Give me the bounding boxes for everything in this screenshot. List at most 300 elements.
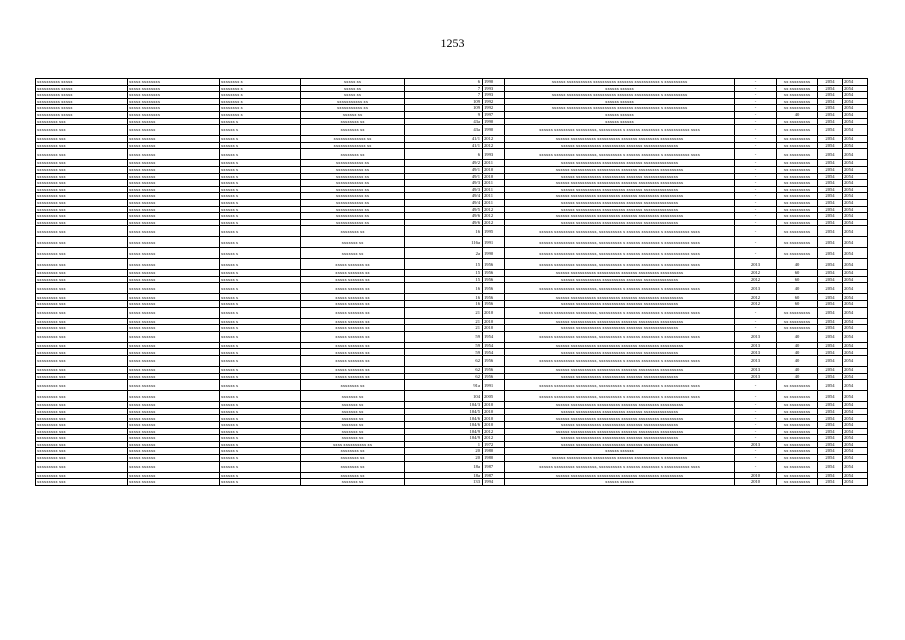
completed-year-cell: - bbox=[735, 226, 777, 237]
percent-cell: xx xxxxxxxxx bbox=[777, 454, 818, 461]
district-cell: xxxxxxxxx xxx bbox=[36, 441, 128, 448]
completed-year-cell: - bbox=[735, 199, 777, 206]
completed-year-cell: - bbox=[735, 422, 777, 429]
percent-cell: xx xxxxxxxxx bbox=[777, 79, 818, 86]
work-type-cell: xxxxxx xxxxxx bbox=[505, 118, 735, 125]
year-cell: 2010 bbox=[483, 307, 505, 318]
street-cell: xxxxx xxxxxxx xx bbox=[301, 325, 405, 332]
locality-cell: xxxxxx x bbox=[220, 349, 301, 356]
work-type-cell: xxxxxx xxxxxxxxxxx xxxxxxxxxx xxxxxxx xxxxxxxxxxxxxxx bbox=[505, 349, 735, 356]
work-type-cell: xxxxxx xxxxxxxxxxx xxxxxxxxxx xxxxxxx xxxxxxxxxxxxxxx bbox=[505, 142, 735, 149]
district-cell: xxxxxxxxx xxx bbox=[36, 307, 128, 318]
year-cell: 1994 bbox=[483, 479, 505, 486]
register-table bbox=[35, 78, 868, 486]
completed-year-cell: - bbox=[735, 160, 777, 167]
settlement-cell: xxxxx xxxxxx bbox=[128, 180, 220, 187]
year-cell: 2012 bbox=[483, 206, 505, 213]
locality-cell: xxxxxx x bbox=[220, 118, 301, 125]
locality-cell: xxxxxx x bbox=[220, 166, 301, 173]
plan-start-cell: 2054 bbox=[818, 219, 843, 226]
house-cell: 43a bbox=[405, 118, 483, 125]
work-type-cell: xxxxxx xxxxxx bbox=[505, 448, 735, 455]
house-cell: 16 bbox=[405, 301, 483, 308]
work-type-cell: xxxxxx xxxxxxxxxxx xxxxxxxxxx xxxxxxx xxxxxxxxx xxxxxxxxxx bbox=[505, 318, 735, 325]
settlement-cell: xxxxx xxxxxx bbox=[128, 307, 220, 318]
year-cell: 1990 bbox=[483, 125, 505, 136]
plan-end-cell: 2054 bbox=[843, 213, 868, 220]
house-cell: 59 bbox=[405, 331, 483, 342]
completed-year-cell: 2012 bbox=[735, 270, 777, 277]
settlement-cell: xxxxx xxxxxx bbox=[128, 367, 220, 374]
completed-year-cell: 2012 bbox=[735, 294, 777, 301]
settlement-cell: xxxxx xxxxxx bbox=[128, 402, 220, 409]
table-row bbox=[36, 356, 868, 367]
locality-cell: xxxxxxxx x bbox=[220, 98, 301, 105]
plan-end-cell: 2054 bbox=[843, 226, 868, 237]
settlement-cell: xxxxx xxxxxx bbox=[128, 301, 220, 308]
table-row bbox=[36, 259, 868, 270]
work-type-cell: xxxxxx xxxxxxxxxxx xxxxxxxxxx xxxxxxx xxxxxxxxx xxxxxxxxxx bbox=[505, 193, 735, 200]
completed-year-cell: - bbox=[735, 248, 777, 259]
plan-start-cell: 2054 bbox=[818, 373, 843, 380]
table-row bbox=[36, 331, 868, 342]
locality-cell: xxxxxx x bbox=[220, 448, 301, 455]
locality-cell: xxxxxx x bbox=[220, 391, 301, 402]
plan-start-cell: 2054 bbox=[818, 448, 843, 455]
plan-start-cell: 2054 bbox=[818, 79, 843, 86]
settlement-cell: xxxxx xxxxxx bbox=[128, 248, 220, 259]
plan-start-cell: 2054 bbox=[818, 142, 843, 149]
plan-start-cell: 2054 bbox=[818, 301, 843, 308]
locality-cell: xxxxxx x bbox=[220, 283, 301, 294]
completed-year-cell: 2013 bbox=[735, 342, 777, 349]
settlement-cell: xxxxx xxxxxx bbox=[128, 125, 220, 136]
completed-year-cell: 2013 bbox=[735, 349, 777, 356]
house-cell: 109 bbox=[405, 105, 483, 112]
work-type-cell: xxxxxx xxxxxxxxx xxxxxxxxx, xxxxxxxxxx x xxxxxx xxxxxxxx x xxxxxxxxxxx xxxx bbox=[505, 331, 735, 342]
percent-cell: xx xxxxxxxxx bbox=[777, 415, 818, 422]
house-cell: 7 bbox=[405, 92, 483, 99]
year-cell: 2010 bbox=[483, 402, 505, 409]
house-cell: 43a bbox=[405, 125, 483, 136]
completed-year-cell: - bbox=[735, 402, 777, 409]
street-cell: xxxxxxxxxxxxxx xx bbox=[301, 136, 405, 143]
year-cell: 2010 bbox=[483, 422, 505, 429]
house-cell: 21 bbox=[405, 325, 483, 332]
locality-cell: xxxxxx x bbox=[220, 441, 301, 448]
table-row bbox=[36, 105, 868, 112]
work-type-cell: xxxxxx xxxxxxxxx xxxxxxxxx, xxxxxxxxxx x xxxxxx xxxxxxxx x xxxxxxxxxxx xxxx bbox=[505, 356, 735, 367]
year-cell: 1993 bbox=[483, 149, 505, 160]
locality-cell: xxxxxx x bbox=[220, 472, 301, 479]
plan-start-cell: 2054 bbox=[818, 237, 843, 248]
house-cell: 49/2 bbox=[405, 160, 483, 167]
street-cell: xxxxx xxxxxxx xx bbox=[301, 367, 405, 374]
percent-cell: xx xxxxxxxxx bbox=[777, 219, 818, 226]
district-cell: xxxxxxxxx xxx bbox=[36, 342, 128, 349]
plan-start-cell: 2054 bbox=[818, 105, 843, 112]
table-row bbox=[36, 428, 868, 435]
percent-cell: 40 bbox=[777, 259, 818, 270]
plan-start-cell: 2054 bbox=[818, 294, 843, 301]
house-cell: 91a bbox=[405, 380, 483, 391]
plan-end-cell: 2054 bbox=[843, 356, 868, 367]
settlement-cell: xxxxx xxxxxxxx bbox=[128, 85, 220, 92]
locality-cell: xxxxxxxx x bbox=[220, 111, 301, 118]
percent-cell: 40 bbox=[777, 283, 818, 294]
percent-cell: 40 bbox=[777, 349, 818, 356]
plan-start-cell: 2054 bbox=[818, 186, 843, 193]
completed-year-cell: - bbox=[735, 186, 777, 193]
percent-cell: xx xxxxxxxxx bbox=[777, 428, 818, 435]
work-type-cell: xxxxxx xxxxxxxxxxx xxxxxxxxxx xxxxxxx xxxxxxxxxxxxxxx bbox=[505, 435, 735, 442]
settlement-cell: xxxxx xxxxxxxx bbox=[128, 98, 220, 105]
percent-cell: xx xxxxxxxxx bbox=[777, 318, 818, 325]
work-type-cell: xxxxxx xxxxxx bbox=[505, 111, 735, 118]
district-cell: xxxxxxxxx xxx bbox=[36, 173, 128, 180]
plan-start-cell: 2054 bbox=[818, 276, 843, 283]
plan-end-cell: 2054 bbox=[843, 435, 868, 442]
street-cell: xxxxxxxxxxxx xx bbox=[301, 219, 405, 226]
register-body bbox=[36, 79, 868, 486]
plan-start-cell: 2054 bbox=[818, 111, 843, 118]
street-cell: xxxxxxxxxxxx xx bbox=[301, 213, 405, 220]
percent-cell: xx xxxxxxxxx bbox=[777, 461, 818, 472]
locality-cell: xxxxxx x bbox=[220, 342, 301, 349]
work-type-cell: xxxxxx xxxxxxxxxxx xxxxxxxxxx xxxxxxx xxxxxxxxxxxxxxx bbox=[505, 186, 735, 193]
year-cell: 1987 bbox=[483, 461, 505, 472]
plan-end-cell: 2054 bbox=[843, 380, 868, 391]
district-cell: xxxxxxxxx xxx bbox=[36, 391, 128, 402]
district-cell: xxxxxxxxx xxx bbox=[36, 206, 128, 213]
district-cell: xxxxxxxxx xxx bbox=[36, 142, 128, 149]
plan-end-cell: 2054 bbox=[843, 479, 868, 486]
settlement-cell: xxxxx xxxxxx bbox=[128, 219, 220, 226]
street-cell: xxxxxxxxxxxx xx bbox=[301, 180, 405, 187]
street-cell: xxxxxxxxxxxxxx xx bbox=[301, 142, 405, 149]
house-cell: 16 bbox=[405, 226, 483, 237]
table-row bbox=[36, 248, 868, 259]
street-cell: xxxxx xxxxxxx xx bbox=[301, 318, 405, 325]
table-row bbox=[36, 448, 868, 455]
plan-end-cell: 2054 bbox=[843, 105, 868, 112]
locality-cell: xxxxxxxx x bbox=[220, 92, 301, 99]
locality-cell: xxxxxx x bbox=[220, 380, 301, 391]
table-row bbox=[36, 472, 868, 479]
year-cell: 1956 bbox=[483, 356, 505, 367]
street-cell: xxxxxxxxxxxx xx bbox=[301, 160, 405, 167]
table-row bbox=[36, 92, 868, 99]
table-row bbox=[36, 380, 868, 391]
settlement-cell: xxxxx xxxxxx bbox=[128, 435, 220, 442]
street-cell: xxxxx xxxxxxx xx bbox=[301, 270, 405, 277]
district-cell: xxxxxxxxx xxx bbox=[36, 422, 128, 429]
plan-start-cell: 2054 bbox=[818, 92, 843, 99]
work-type-cell: xxxxxx xxxxxxxxxxx xxxxxxxxxx xxxxxxx xxxxxxxxx xxxxxxxxxx bbox=[505, 402, 735, 409]
percent-cell: xx xxxxxxxxx bbox=[777, 472, 818, 479]
plan-end-cell: 2054 bbox=[843, 118, 868, 125]
plan-end-cell: 2054 bbox=[843, 472, 868, 479]
locality-cell: xxxxxx x bbox=[220, 160, 301, 167]
table-row bbox=[36, 193, 868, 200]
year-cell: 1987 bbox=[483, 472, 505, 479]
plan-end-cell: 2054 bbox=[843, 415, 868, 422]
locality-cell: xxxxxx x bbox=[220, 270, 301, 277]
plan-start-cell: 2054 bbox=[818, 98, 843, 105]
house-cell: 49/6 bbox=[405, 213, 483, 220]
percent-cell: xx xxxxxxxxx bbox=[777, 391, 818, 402]
year-cell: 2012 bbox=[483, 435, 505, 442]
house-cell: 104/5 bbox=[405, 408, 483, 415]
district-cell: xxxxxxxxx xxx bbox=[36, 186, 128, 193]
house-cell: 18a bbox=[405, 461, 483, 472]
plan-end-cell: 2054 bbox=[843, 270, 868, 277]
district-cell: xxxxxxxxx xxx bbox=[36, 136, 128, 143]
plan-start-cell: 2054 bbox=[818, 270, 843, 277]
locality-cell: xxxxxx x bbox=[220, 199, 301, 206]
district-cell: xxxxxxxxx xxx bbox=[36, 301, 128, 308]
percent-cell: xx xxxxxxxxx bbox=[777, 173, 818, 180]
locality-cell: xxxxxx x bbox=[220, 428, 301, 435]
percent-cell: xx xxxxxxxxx bbox=[777, 105, 818, 112]
completed-year-cell: - bbox=[735, 435, 777, 442]
street-cell: xxxxxxxx xx bbox=[301, 448, 405, 455]
settlement-cell: xxxxx xxxxxx bbox=[128, 136, 220, 143]
year-cell: 1956 bbox=[483, 367, 505, 374]
house-cell: 16 bbox=[405, 294, 483, 301]
house-cell: 6 bbox=[405, 79, 483, 86]
plan-start-cell: 2054 bbox=[818, 85, 843, 92]
work-type-cell: xxxxxx xxxxxxxxxxx xxxxxxxxxx xxxxxxx xxxxxxxxx xxxxxxxxxx bbox=[505, 367, 735, 374]
district-cell: xxxxxxxxxx xxxxx bbox=[36, 79, 128, 86]
percent-cell: xx xxxxxxxxx bbox=[777, 422, 818, 429]
completed-year-cell: - bbox=[735, 325, 777, 332]
table-row bbox=[36, 441, 868, 448]
locality-cell: xxxxxx x bbox=[220, 213, 301, 220]
percent-cell: 40 bbox=[777, 367, 818, 374]
table-row bbox=[36, 125, 868, 136]
work-type-cell: xxxxxx xxxxxxxxx xxxxxxxxx, xxxxxxxxxx x xxxxxx xxxxxxxx x xxxxxxxxxxx xxxx bbox=[505, 307, 735, 318]
locality-cell: xxxxxx x bbox=[220, 325, 301, 332]
house-cell: 20 bbox=[405, 454, 483, 461]
work-type-cell: xxxxxx xxxxxxxxxxx xxxxxxxxxx xxxxxxx xxxxxxxxx xxxxxxxxxx bbox=[505, 428, 735, 435]
plan-start-cell: 2054 bbox=[818, 428, 843, 435]
street-cell: xxxxxxx xx bbox=[301, 248, 405, 259]
work-type-cell: xxxxxx xxxxxxxxxxx xxxxxxxxxx xxxxxxx xxxxxxxxxxx x xxxxxxxxxx bbox=[505, 105, 735, 112]
plan-end-cell: 2054 bbox=[843, 294, 868, 301]
street-cell: xxxxxxxxxxxx xx bbox=[301, 199, 405, 206]
house-cell: 104/9 bbox=[405, 435, 483, 442]
plan-end-cell: 2054 bbox=[843, 125, 868, 136]
year-cell: 1956 bbox=[483, 283, 505, 294]
plan-end-cell: 2054 bbox=[843, 98, 868, 105]
year-cell: 1956 bbox=[483, 294, 505, 301]
work-type-cell: xxxxxx xxxxxxxxxxx xxxxxxxxxx xxxxxxx xxxxxxxxx xxxxxxxxxx bbox=[505, 294, 735, 301]
work-type-cell: xxxxxx xxxxxxxxx xxxxxxxxx, xxxxxxxxxx x xxxxxx xxxxxxxx x xxxxxxxxxxx xxxx bbox=[505, 125, 735, 136]
house-cell: 59 bbox=[405, 349, 483, 356]
year-cell: 2011 bbox=[483, 186, 505, 193]
settlement-cell: xxxxx xxxxxx bbox=[128, 479, 220, 486]
year-cell: 1990 bbox=[483, 248, 505, 259]
completed-year-cell: - bbox=[735, 173, 777, 180]
work-type-cell: xxxxxx xxxxxxxxxxx xxxxxxxxxx xxxxxxx xxxxxxxxxxxxxxx bbox=[505, 173, 735, 180]
locality-cell: xxxxxx x bbox=[220, 248, 301, 259]
percent-cell: xx xxxxxxxxx bbox=[777, 199, 818, 206]
plan-start-cell: 2054 bbox=[818, 193, 843, 200]
completed-year-cell: - bbox=[735, 307, 777, 318]
district-cell: xxxxxxxxx xxx bbox=[36, 259, 128, 270]
street-cell: xxxxxxxxxxxx xx bbox=[301, 206, 405, 213]
plan-end-cell: 2054 bbox=[843, 193, 868, 200]
settlement-cell: xxxxx xxxxxx bbox=[128, 448, 220, 455]
year-cell: 1980 bbox=[483, 448, 505, 455]
plan-start-cell: 2054 bbox=[818, 441, 843, 448]
plan-end-cell: 2054 bbox=[843, 166, 868, 173]
settlement-cell: xxxxx xxxxxxxx bbox=[128, 79, 220, 86]
completed-year-cell: - bbox=[735, 318, 777, 325]
plan-start-cell: 2054 bbox=[818, 391, 843, 402]
settlement-cell: xxxxx xxxxxx bbox=[128, 270, 220, 277]
work-type-cell: xxxxxx xxxxxxxxxxx xxxxxxxxxx xxxxxxx xxxxxxxxx xxxxxxxxxx bbox=[505, 213, 735, 220]
plan-start-cell: 2054 bbox=[818, 226, 843, 237]
percent-cell: xx xxxxxxxxx bbox=[777, 441, 818, 448]
settlement-cell: xxxxx xxxxxx bbox=[128, 318, 220, 325]
house-cell: 62 bbox=[405, 356, 483, 367]
district-cell: xxxxxxxxx xxx bbox=[36, 428, 128, 435]
plan-end-cell: 2054 bbox=[843, 408, 868, 415]
house-cell: 41/1 bbox=[405, 142, 483, 149]
house-cell: 49/5 bbox=[405, 206, 483, 213]
locality-cell: xxxxxx x bbox=[220, 259, 301, 270]
plan-end-cell: 2054 bbox=[843, 173, 868, 180]
plan-start-cell: 2054 bbox=[818, 435, 843, 442]
work-type-cell: xxxxxx xxxxxx bbox=[505, 98, 735, 105]
district-cell: xxxxxxxxx xxx bbox=[36, 193, 128, 200]
locality-cell: xxxxxx x bbox=[220, 479, 301, 486]
settlement-cell: xxxxx xxxxxx bbox=[128, 422, 220, 429]
work-type-cell: xxxxxx xxxxxxxxxxx xxxxxxxxxx xxxxxxx xxxxxxxxxxx x xxxxxxxxxx bbox=[505, 454, 735, 461]
plan-end-cell: 2054 bbox=[843, 448, 868, 455]
district-cell: xxxxxxxxx xxx bbox=[36, 408, 128, 415]
district-cell: xxxxxxxxx xxx bbox=[36, 270, 128, 277]
house-cell: 49/3 bbox=[405, 180, 483, 187]
house-cell: 104/6 bbox=[405, 415, 483, 422]
completed-year-cell: 2013 bbox=[735, 283, 777, 294]
plan-end-cell: 2054 bbox=[843, 307, 868, 318]
settlement-cell: xxxxx xxxxxx bbox=[128, 118, 220, 125]
street-cell: xxxxx xx bbox=[301, 85, 405, 92]
percent-cell: xx xxxxxxxxx bbox=[777, 92, 818, 99]
table-row bbox=[36, 349, 868, 356]
house-cell: 15 bbox=[405, 276, 483, 283]
plan-start-cell: 2054 bbox=[818, 402, 843, 409]
table-row bbox=[36, 422, 868, 429]
settlement-cell: xxxxx xxxxxx bbox=[128, 415, 220, 422]
table-row bbox=[36, 166, 868, 173]
locality-cell: xxxxxx x bbox=[220, 435, 301, 442]
percent-cell: 40 bbox=[777, 356, 818, 367]
completed-year-cell: - bbox=[735, 85, 777, 92]
completed-year-cell: 2012 bbox=[735, 301, 777, 308]
table-row bbox=[36, 79, 868, 86]
plan-end-cell: 2054 bbox=[843, 259, 868, 270]
district-cell: xxxxxxxxx xxx bbox=[36, 160, 128, 167]
table-row bbox=[36, 325, 868, 332]
locality-cell: xxxxxx x bbox=[220, 173, 301, 180]
percent-cell: xx xxxxxxxxx bbox=[777, 248, 818, 259]
district-cell: xxxxxxxxx xxx bbox=[36, 373, 128, 380]
work-type-cell: xxxxxx xxxxxxxxx xxxxxxxxx, xxxxxxxxxx x xxxxxx xxxxxxxx x xxxxxxxxxxx xxxx bbox=[505, 380, 735, 391]
district-cell: xxxxxxxxx xxx bbox=[36, 219, 128, 226]
completed-year-cell: - bbox=[735, 408, 777, 415]
street-cell: xxxxxxxxxxxx xx bbox=[301, 173, 405, 180]
plan-end-cell: 2054 bbox=[843, 142, 868, 149]
year-cell: 1972 bbox=[483, 441, 505, 448]
year-cell: 1956 bbox=[483, 276, 505, 283]
settlement-cell: xxxxx xxxxxxxx bbox=[128, 105, 220, 112]
settlement-cell: xxxxx xxxxxxxx bbox=[128, 92, 220, 99]
percent-cell: xx xxxxxxxxx bbox=[777, 98, 818, 105]
year-cell: 2012 bbox=[483, 142, 505, 149]
percent-cell: 60 bbox=[777, 294, 818, 301]
district-cell: xxxxxxxxx xxx bbox=[36, 479, 128, 486]
settlement-cell: xxxxx xxxxxx bbox=[128, 428, 220, 435]
district-cell: xxxxxxxxx xxx bbox=[36, 294, 128, 301]
plan-start-cell: 2054 bbox=[818, 325, 843, 332]
district-cell: xxxxxxxxx xxx bbox=[36, 166, 128, 173]
settlement-cell: xxxxx xxxxxx bbox=[128, 166, 220, 173]
house-cell: 21 bbox=[405, 307, 483, 318]
table-row bbox=[36, 307, 868, 318]
year-cell: 1956 bbox=[483, 259, 505, 270]
house-cell: 109 bbox=[405, 98, 483, 105]
year-cell: 2010 bbox=[483, 173, 505, 180]
table-row bbox=[36, 402, 868, 409]
settlement-cell: xxxxx xxxxxx bbox=[128, 380, 220, 391]
settlement-cell: xxxxx xxxxxx bbox=[128, 294, 220, 301]
plan-start-cell: 2054 bbox=[818, 422, 843, 429]
district-cell: xxxxxxxxx xxx bbox=[36, 461, 128, 472]
street-cell: xxxxx xxxxxxx xx bbox=[301, 307, 405, 318]
settlement-cell: xxxxx xxxxxx bbox=[128, 391, 220, 402]
year-cell: 2011 bbox=[483, 180, 505, 187]
plan-end-cell: 2054 bbox=[843, 283, 868, 294]
district-cell: xxxxxxxxxx xxxxx bbox=[36, 98, 128, 105]
plan-start-cell: 2054 bbox=[818, 454, 843, 461]
house-cell: 116a bbox=[405, 237, 483, 248]
completed-year-cell: 2010 bbox=[735, 472, 777, 479]
street-cell: xxxxxxx xx bbox=[301, 428, 405, 435]
page-number: 1253 bbox=[440, 36, 465, 50]
work-type-cell: xxxxxx xxxxxxxxxxx xxxxxxxxxx xxxxxxx xxxxxxxxxxxxxxx bbox=[505, 199, 735, 206]
year-cell: 1992 bbox=[483, 98, 505, 105]
percent-cell: xx xxxxxxxxx bbox=[777, 142, 818, 149]
plan-end-cell: 2054 bbox=[843, 342, 868, 349]
house-cell: 1 bbox=[405, 441, 483, 448]
street-cell: xxxxx xxxxxxx xx bbox=[301, 283, 405, 294]
work-type-cell: xxxxxx xxxxxxxxxxx xxxxxxxxxx xxxxxxx xxxxxxxxx xxxxxxxxxx bbox=[505, 136, 735, 143]
locality-cell: xxxxxxxx x bbox=[220, 105, 301, 112]
district-cell: xxxxxxxxx xxx bbox=[36, 180, 128, 187]
completed-year-cell: - bbox=[735, 213, 777, 220]
work-type-cell: xxxxxx xxxxxxxxxxx xxxxxxxxxx xxxxxxx xxxxxxxxxxxxxxx bbox=[505, 276, 735, 283]
table-row bbox=[36, 454, 868, 461]
year-cell: 2011 bbox=[483, 193, 505, 200]
plan-end-cell: 2054 bbox=[843, 391, 868, 402]
locality-cell: xxxxxx x bbox=[220, 454, 301, 461]
completed-year-cell: 2013 bbox=[735, 441, 777, 448]
street-cell: xxxxxxxxxxxx xx bbox=[301, 166, 405, 173]
